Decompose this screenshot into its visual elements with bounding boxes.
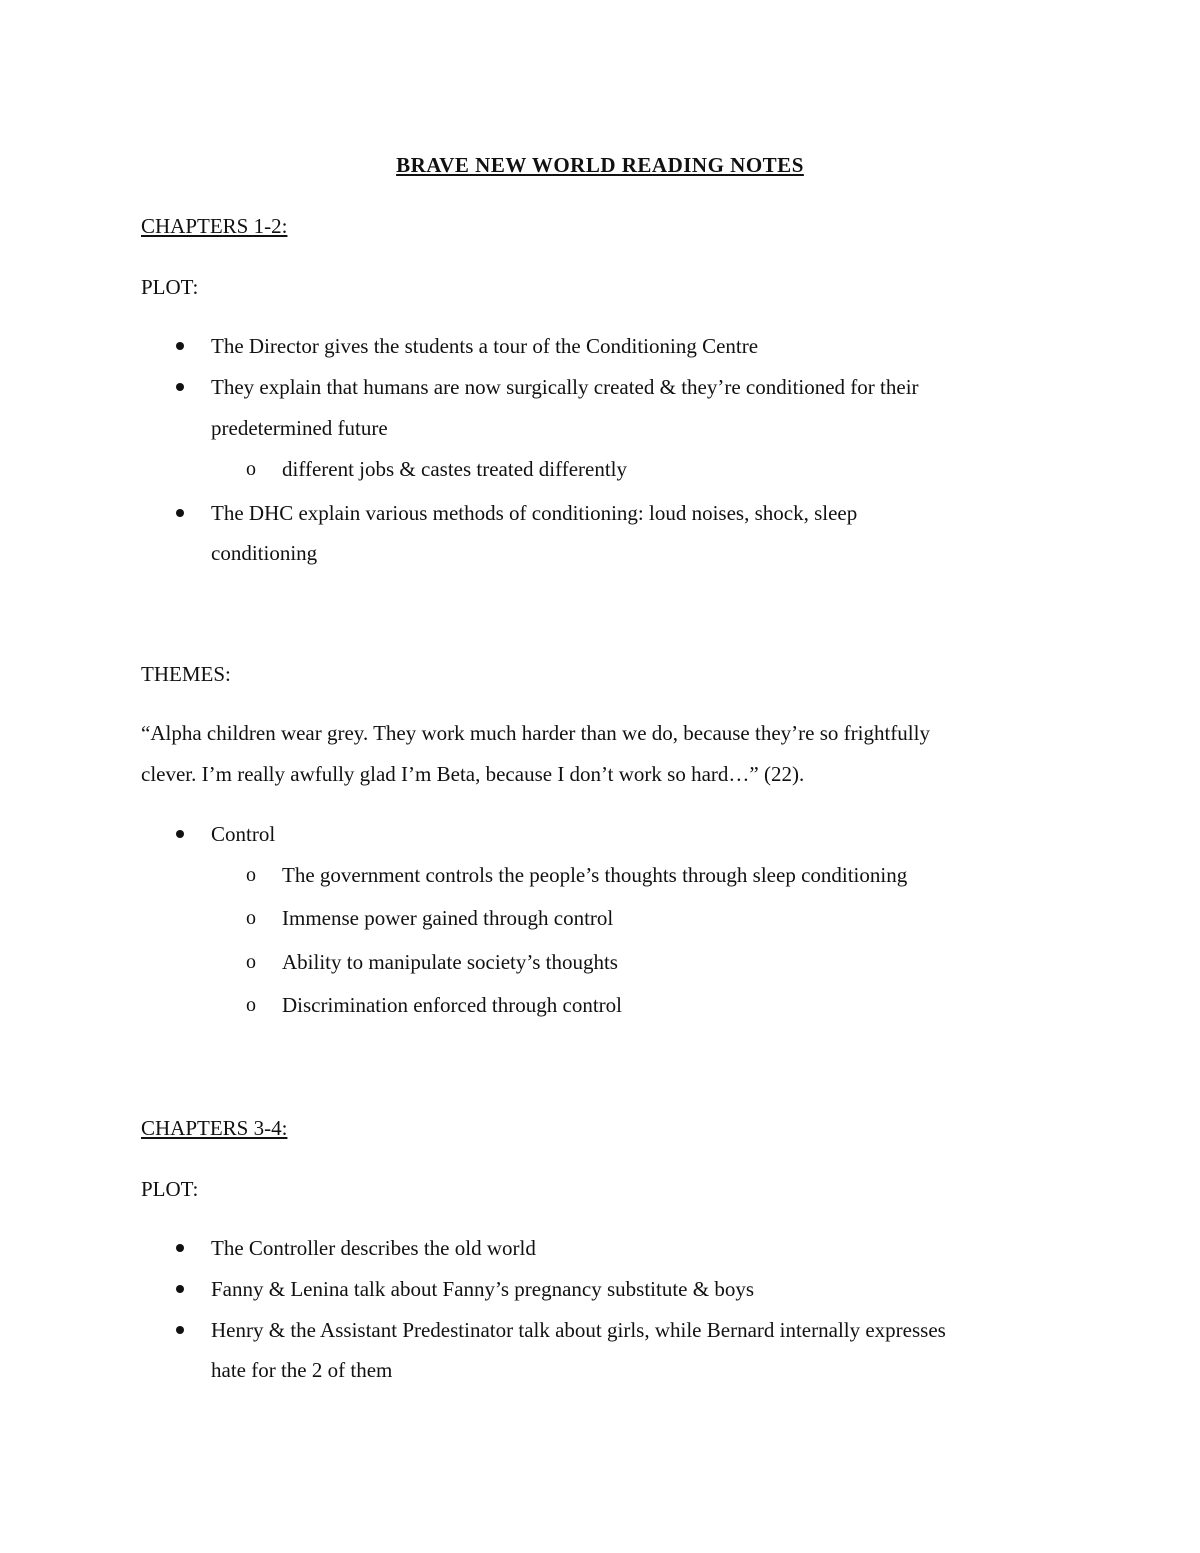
sub-bullet-icon: o — [246, 864, 256, 886]
bullet-icon — [176, 383, 184, 391]
sub-list-item: The government controls the people’s thoughts through sleep conditioning — [282, 863, 908, 887]
list-item: They explain that humans are now surgically created & they’re conditioned for their — [211, 375, 919, 399]
sub-bullet-icon: o — [246, 458, 256, 480]
list-item: Fanny & Lenina talk about Fanny’s pregnancy substitute & boys — [211, 1277, 755, 1301]
bullet-icon — [176, 830, 184, 838]
chapters-1-2-heading: CHAPTERS 1-2: — [141, 214, 288, 238]
sub-bullet-icon: o — [246, 951, 256, 973]
sub-list-item: Immense power gained through control — [282, 906, 614, 930]
quote-line: clever. I’m really awfully glad I’m Beta, because I don’t work so hard…” (22). — [141, 762, 805, 786]
list-item: Henry & the Assistant Predestinator talk about girls, while Bernard internally expresses — [211, 1318, 946, 1342]
sub-bullet-icon: o — [246, 907, 256, 929]
bullet-icon — [176, 342, 184, 350]
sub-list-item: Discrimination enforced through control — [282, 993, 622, 1017]
sub-list-item: Ability to manipulate society’s thoughts — [282, 950, 618, 974]
plot-label: PLOT: — [141, 275, 199, 299]
bullet-icon — [176, 509, 184, 517]
bullet-icon — [176, 1244, 184, 1252]
bullet-icon — [176, 1326, 184, 1334]
sub-bullet-icon: o — [246, 994, 256, 1016]
list-item-continuation: hate for the 2 of them — [211, 1358, 393, 1382]
sub-list-item: different jobs & castes treated differently — [282, 457, 628, 481]
bullet-icon — [176, 1285, 184, 1293]
list-item-continuation: conditioning — [211, 541, 318, 565]
plot-label: PLOT: — [141, 1177, 199, 1201]
list-item: Control — [211, 822, 276, 846]
themes-label: THEMES: — [141, 662, 231, 686]
list-item: The Director gives the students a tour of the Conditioning Centre — [211, 334, 759, 358]
list-item: The Controller describes the old world — [211, 1236, 536, 1260]
quote-line: “Alpha children wear grey. They work much harder than we do, because they’re so frightfully — [141, 721, 930, 745]
list-item: The DHC explain various methods of conditioning: loud noises, shock, sleep — [211, 501, 858, 525]
chapters-3-4-heading: CHAPTERS 3-4: — [141, 1116, 288, 1140]
list-item-continuation: predetermined future — [211, 416, 388, 440]
document-title: BRAVE NEW WORLD READING NOTES — [396, 153, 804, 177]
